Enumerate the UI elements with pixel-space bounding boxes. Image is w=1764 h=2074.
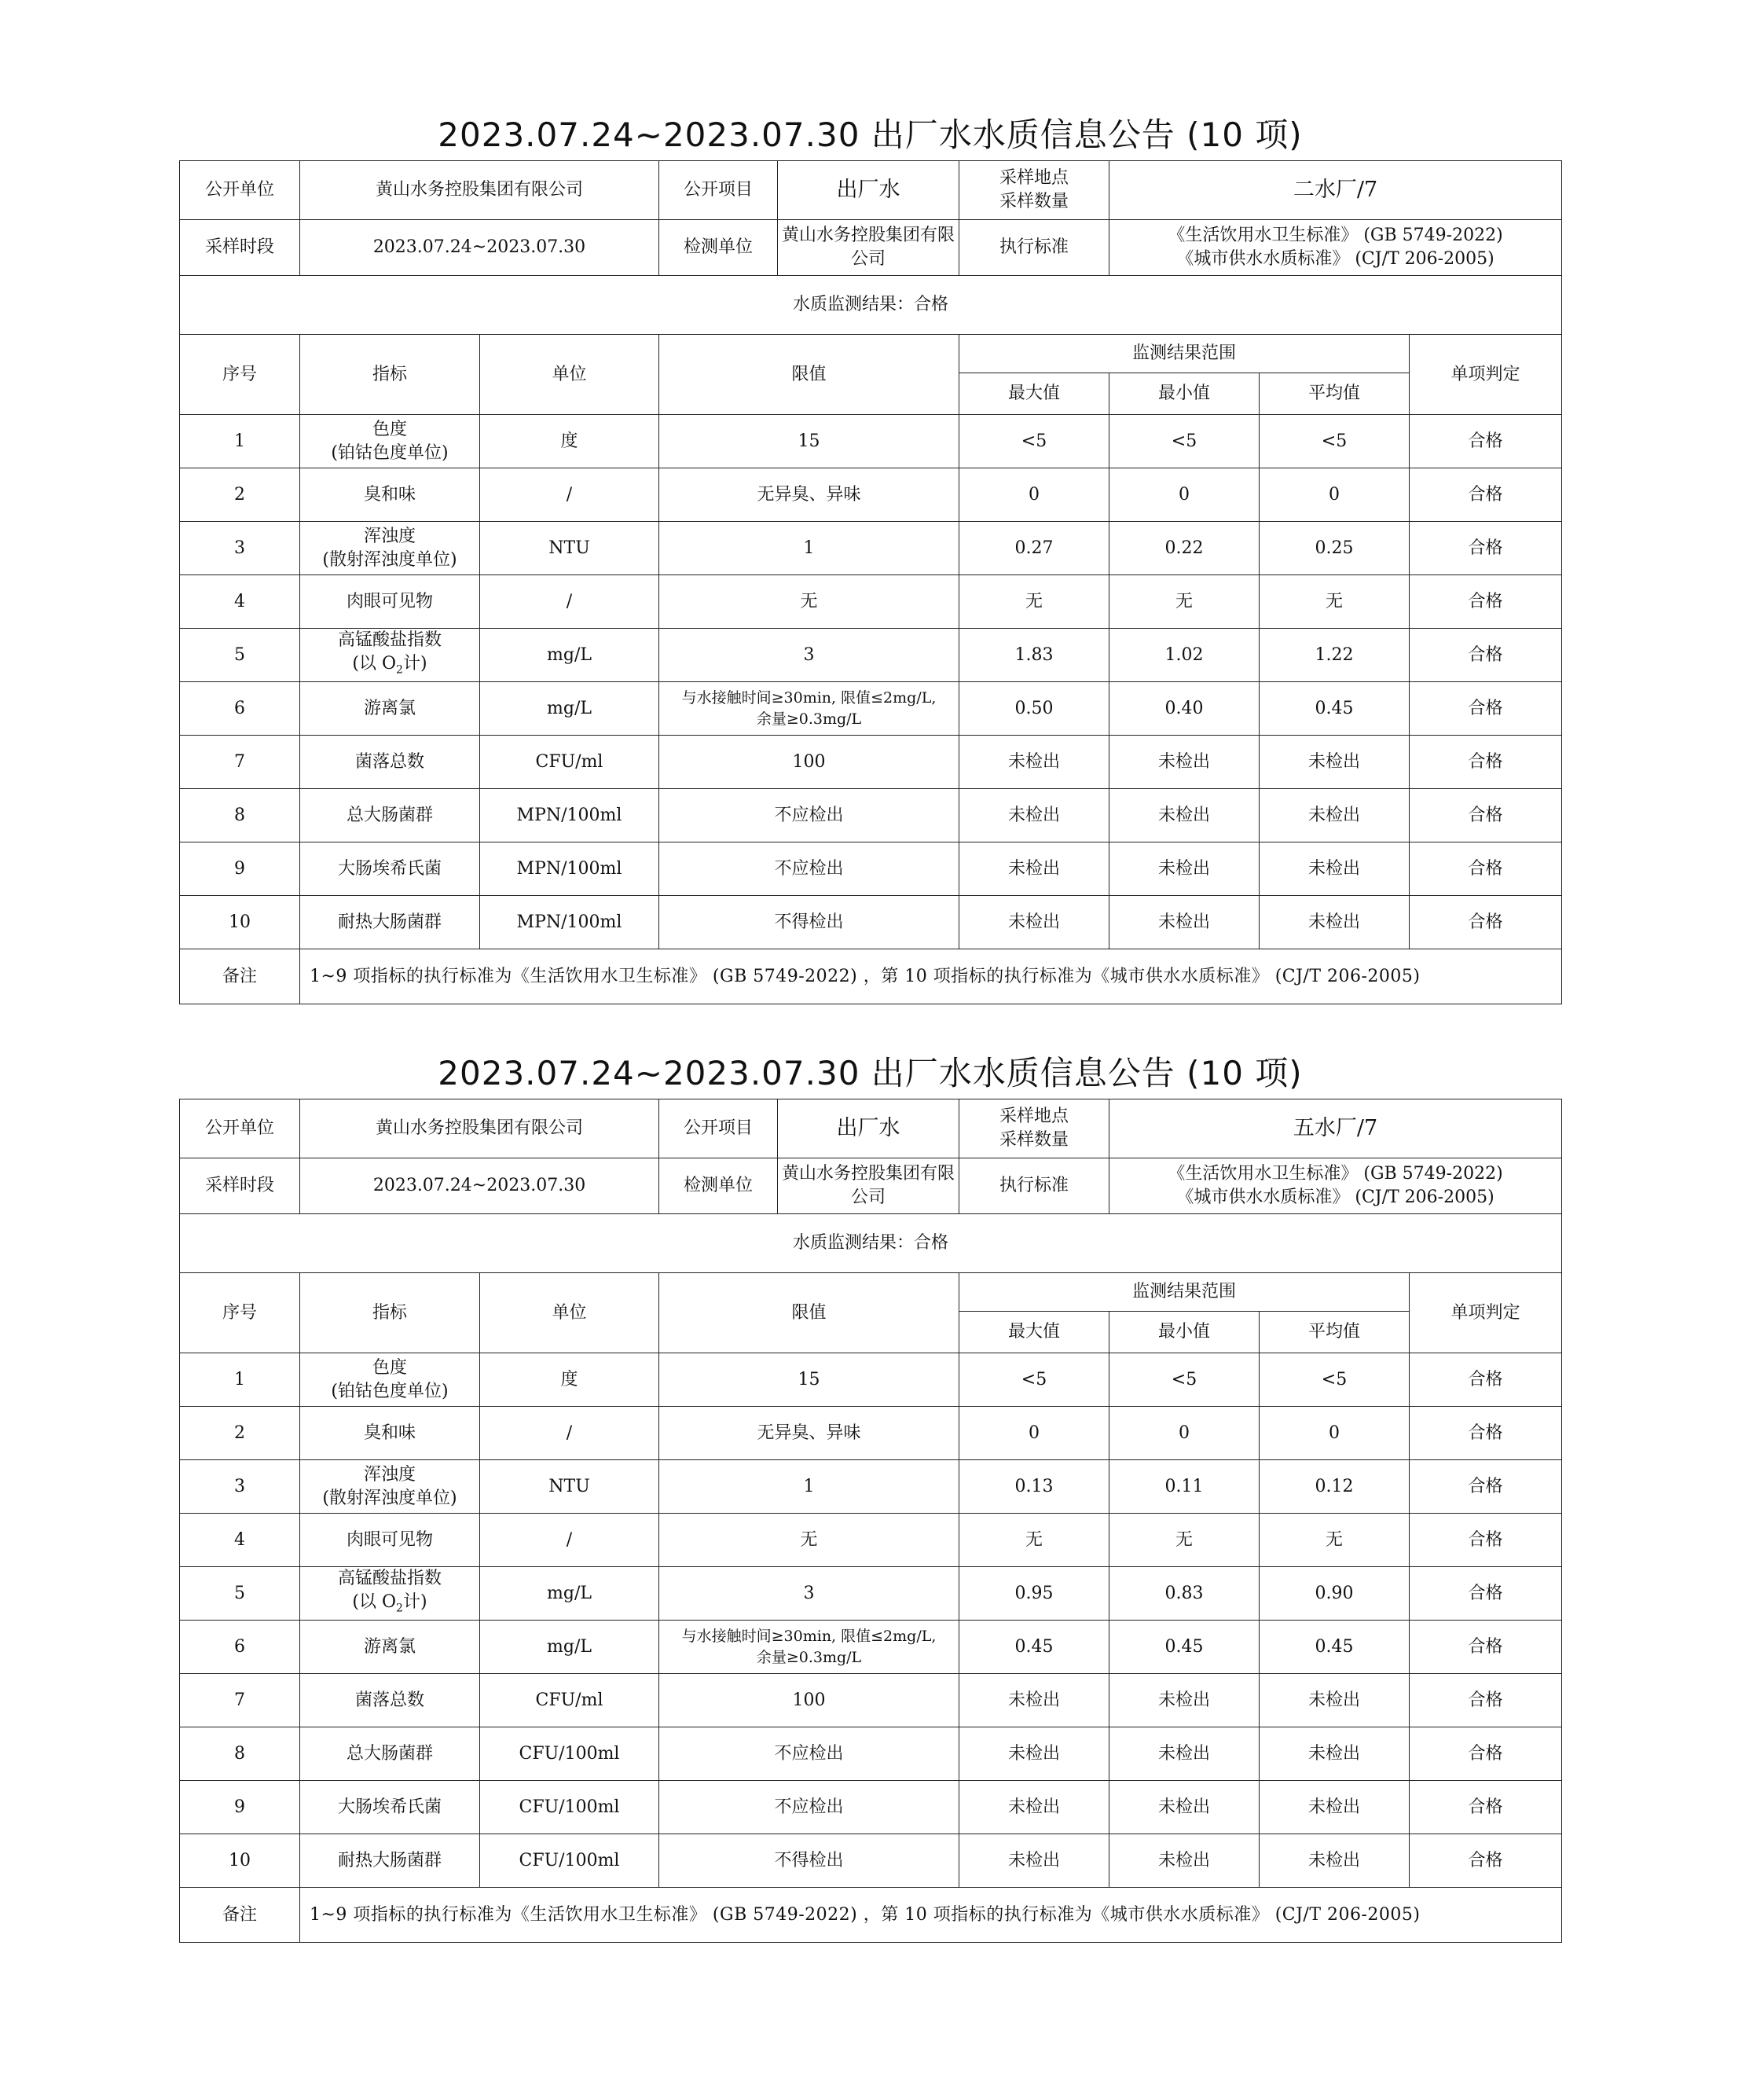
- row-unit: /: [480, 1407, 659, 1460]
- row-max: 无: [959, 1514, 1109, 1567]
- row-unit: CFU/100ml: [480, 1727, 659, 1781]
- row-limit: 不应检出: [659, 1727, 959, 1781]
- row-limit: 无异臭、异味: [659, 1407, 959, 1460]
- header-row-1: [180, 161, 1562, 220]
- row-max: 未检出: [959, 896, 1109, 949]
- header-row-1: [180, 1099, 1562, 1158]
- col-range: 监测结果范围: [959, 1273, 1410, 1312]
- row-indicator: 菌落总数: [300, 736, 480, 789]
- row-indicator: 肉眼可见物: [300, 575, 480, 629]
- row-limit: 与水接触时间≥30min, 限值≤2mg/L, 余量≥0.3mg/L: [659, 682, 959, 736]
- period-label: 采样时段: [180, 1158, 300, 1214]
- row-judge: 合格: [1410, 1353, 1562, 1407]
- lab-value: 黄山水务控股集团有限公司: [782, 1164, 955, 1207]
- row-avg: 未检出: [1260, 1727, 1410, 1781]
- table-row: [180, 789, 1562, 842]
- table-row: [180, 1407, 1562, 1460]
- row-no: 2: [180, 1407, 300, 1460]
- remark-label: 备注: [180, 1888, 300, 1943]
- row-max: 未检出: [959, 789, 1109, 842]
- row-avg: 无: [1260, 575, 1410, 629]
- lab-label: 检测单位: [659, 220, 778, 275]
- row-limit: 无: [659, 1514, 959, 1567]
- row-unit: NTU: [480, 1460, 659, 1514]
- row-indicator: 色度 (铂钴色度单位): [300, 415, 480, 468]
- row-unit: /: [480, 468, 659, 522]
- row-indicator: 大肠埃希氏菌: [300, 842, 480, 896]
- result-row: [180, 1214, 1562, 1273]
- header-cells: [659, 1099, 959, 1158]
- data-rows: [180, 415, 1562, 949]
- row-min: 0: [1109, 468, 1260, 522]
- row-limit: 与水接触时间≥30min, 限值≤2mg/L, 余量≥0.3mg/L: [659, 1621, 959, 1674]
- col-min: 最小值: [1109, 1312, 1260, 1353]
- row-limit: 100: [659, 736, 959, 789]
- col-no: 序号: [180, 1273, 300, 1353]
- header-cells: [659, 161, 959, 220]
- row-no: 4: [180, 1514, 300, 1567]
- row-avg: <5: [1260, 1353, 1410, 1407]
- row-max: 无: [959, 575, 1109, 629]
- table-row: [180, 1727, 1562, 1781]
- row-no: 2: [180, 468, 300, 522]
- table-row: [180, 1834, 1562, 1888]
- row-min: 无: [1109, 575, 1260, 629]
- row-no: 3: [180, 522, 300, 575]
- row-min: 0.11: [1109, 1460, 1260, 1514]
- row-judge: 合格: [1410, 468, 1562, 522]
- table-row: [180, 736, 1562, 789]
- row-limit: 1: [659, 1460, 959, 1514]
- row-unit: /: [480, 575, 659, 629]
- col-judge: 单项判定: [1410, 335, 1562, 415]
- remark-text: 1~9 项指标的执行标准为《生活饮用水卫生标准》 (GB 5749-2022) ，第 10 项指标的执行标准为《城市供水水质标准》 (CJ/T 206-2005): [300, 949, 1562, 1004]
- row-min: 0: [1109, 1407, 1260, 1460]
- column-header-row: [180, 335, 1562, 373]
- row-avg: <5: [1260, 415, 1410, 468]
- row-indicator: 游离氯: [300, 1621, 480, 1674]
- row-avg: 0: [1260, 468, 1410, 522]
- row-no: 3: [180, 1460, 300, 1514]
- table-row: [180, 1781, 1562, 1834]
- row-min: 未检出: [1109, 789, 1260, 842]
- table-row: [180, 1353, 1562, 1407]
- table-row: [180, 1621, 1562, 1674]
- row-judge: 合格: [1410, 415, 1562, 468]
- org-value: 黄山水务控股集团有限公司: [300, 161, 659, 220]
- row-unit: CFU/100ml: [480, 1834, 659, 1888]
- row-judge: 合格: [1410, 575, 1562, 629]
- row-limit: 15: [659, 1353, 959, 1407]
- row-min: 未检出: [1109, 1834, 1260, 1888]
- row-judge: 合格: [1410, 629, 1562, 682]
- col-judge: 单项判定: [1410, 1273, 1562, 1353]
- row-judge: 合格: [1410, 1674, 1562, 1727]
- row-unit: CFU/ml: [480, 736, 659, 789]
- row-min: 0.40: [1109, 682, 1260, 736]
- row-limit: 无: [659, 575, 959, 629]
- row-unit: mg/L: [480, 629, 659, 682]
- table-row: [180, 1567, 1562, 1621]
- lab-label: 检测单位: [659, 1158, 778, 1213]
- row-avg: 未检出: [1260, 736, 1410, 789]
- data-rows: [180, 1353, 1562, 1888]
- result-text: 水质监测结果：合格: [180, 1214, 1562, 1273]
- row-indicator: 臭和味: [300, 468, 480, 522]
- row-indicator: 色度 (铂钴色度单位): [300, 1353, 480, 1407]
- row-avg: 未检出: [1260, 789, 1410, 842]
- row-unit: 度: [480, 415, 659, 468]
- row-max: <5: [959, 1353, 1109, 1407]
- remark-label: 备注: [180, 949, 300, 1004]
- table-row: [180, 682, 1562, 736]
- row-max: 0.95: [959, 1567, 1109, 1621]
- row-judge: 合格: [1410, 1407, 1562, 1460]
- row-limit: 不应检出: [659, 842, 959, 896]
- std-label: 执行标准: [959, 1158, 1109, 1214]
- row-no: 9: [180, 1781, 300, 1834]
- std-value: 《生活饮用水卫生标准》 (GB 5749-2022) 《城市供水水质标准》 (CJ/T 206-2005): [1109, 1158, 1562, 1214]
- quality-table: [179, 160, 1562, 1004]
- row-no: 7: [180, 736, 300, 789]
- row-indicator: 大肠埃希氏菌: [300, 1781, 480, 1834]
- row-indicator: 菌落总数: [300, 1674, 480, 1727]
- row-no: 4: [180, 575, 300, 629]
- row-max: 未检出: [959, 842, 1109, 896]
- col-max: 最大值: [959, 1312, 1109, 1353]
- row-no: 6: [180, 682, 300, 736]
- row-judge: 合格: [1410, 522, 1562, 575]
- row-max: 未检出: [959, 1781, 1109, 1834]
- row-unit: mg/L: [480, 682, 659, 736]
- col-limit: 限值: [659, 1273, 959, 1353]
- row-indicator: 耐热大肠菌群: [300, 896, 480, 949]
- row-no: 5: [180, 1567, 300, 1621]
- result-row: [180, 276, 1562, 335]
- report-title: 2023.07.24~2023.07.30 出厂水水质信息公告 (10 项): [438, 1054, 1303, 1092]
- item-label: 公开项目: [659, 1099, 778, 1158]
- std-label: 执行标准: [959, 220, 1109, 276]
- row-min: 未检出: [1109, 736, 1260, 789]
- row-avg: 无: [1260, 1514, 1410, 1567]
- report-title: 2023.07.24~2023.07.30 出厂水水质信息公告 (10 项): [438, 116, 1303, 154]
- table-row: [180, 575, 1562, 629]
- row-no: 7: [180, 1674, 300, 1727]
- row-limit: 3: [659, 1567, 959, 1621]
- table-row: [180, 896, 1562, 949]
- row-avg: 未检出: [1260, 896, 1410, 949]
- row-avg: 0.12: [1260, 1460, 1410, 1514]
- col-max: 最大值: [959, 373, 1109, 415]
- item-label: 公开项目: [659, 161, 778, 219]
- row-avg: 0.25: [1260, 522, 1410, 575]
- table-row: [180, 1460, 1562, 1514]
- site-label: 采样地点 采样数量: [959, 1099, 1109, 1158]
- row-judge: 合格: [1410, 1460, 1562, 1514]
- row-min: 未检出: [1109, 1781, 1260, 1834]
- col-no: 序号: [180, 335, 300, 415]
- row-no: 5: [180, 629, 300, 682]
- row-limit: 15: [659, 415, 959, 468]
- row-indicator: 总大肠菌群: [300, 789, 480, 842]
- site-value: 二水厂/7: [1109, 161, 1562, 220]
- row-judge: 合格: [1410, 1727, 1562, 1781]
- period-label: 采样时段: [180, 220, 300, 276]
- row-no: 1: [180, 1353, 300, 1407]
- row-unit: CFU/100ml: [480, 1781, 659, 1834]
- row-no: 8: [180, 1727, 300, 1781]
- row-indicator: 浑浊度 (散射浑浊度单位): [300, 1460, 480, 1514]
- row-min: 未检出: [1109, 896, 1260, 949]
- row-avg: 未检出: [1260, 1674, 1410, 1727]
- period-value: 2023.07.24~2023.07.30: [300, 220, 659, 276]
- row-unit: mg/L: [480, 1567, 659, 1621]
- row-max: <5: [959, 415, 1109, 468]
- table-row: [180, 415, 1562, 468]
- row-avg: 0.90: [1260, 1567, 1410, 1621]
- row-avg: 未检出: [1260, 842, 1410, 896]
- row-avg: 0: [1260, 1407, 1410, 1460]
- row-judge: 合格: [1410, 1567, 1562, 1621]
- col-indicator: 指标: [300, 335, 480, 415]
- header-cells-2: [659, 220, 959, 276]
- row-unit: MPN/100ml: [480, 789, 659, 842]
- row-avg: 0.45: [1260, 682, 1410, 736]
- row-limit: 不得检出: [659, 1834, 959, 1888]
- row-no: 6: [180, 1621, 300, 1674]
- table-row: [180, 522, 1562, 575]
- header-row-2: [180, 220, 1562, 276]
- row-no: 10: [180, 1834, 300, 1888]
- org-value: 黄山水务控股集团有限公司: [300, 1099, 659, 1158]
- row-max: 未检出: [959, 1727, 1109, 1781]
- row-indicator: 游离氯: [300, 682, 480, 736]
- row-unit: /: [480, 1514, 659, 1567]
- row-judge: 合格: [1410, 1781, 1562, 1834]
- col-range: 监测结果范围: [959, 335, 1410, 373]
- item-value: 出厂水: [836, 1116, 900, 1140]
- table-row: [180, 1514, 1562, 1567]
- lab-value: 黄山水务控股集团有限公司: [781, 226, 955, 269]
- col-limit: 限值: [659, 335, 959, 415]
- row-no: 8: [180, 789, 300, 842]
- row-min: 1.02: [1109, 629, 1260, 682]
- row-avg: 未检出: [1260, 1834, 1410, 1888]
- row-judge: 合格: [1410, 1514, 1562, 1567]
- header-cells-2: [659, 1158, 959, 1214]
- row-no: 1: [180, 415, 300, 468]
- row-max: 0.27: [959, 522, 1109, 575]
- row-judge: 合格: [1410, 1834, 1562, 1888]
- site-value: 五水厂/7: [1109, 1099, 1562, 1158]
- item-value: 出厂水: [836, 178, 900, 202]
- row-no: 9: [180, 842, 300, 896]
- row-limit: 不应检出: [659, 1781, 959, 1834]
- row-judge: 合格: [1410, 896, 1562, 949]
- row-unit: MPN/100ml: [480, 896, 659, 949]
- remark-text: 1~9 项指标的执行标准为《生活饮用水卫生标准》 (GB 5749-2022) ，第 10 项指标的执行标准为《城市供水水质标准》 (CJ/T 206-2005): [300, 1888, 1562, 1943]
- period-value: 2023.07.24~2023.07.30: [300, 1158, 659, 1214]
- col-avg: 平均值: [1260, 373, 1410, 415]
- row-judge: 合格: [1410, 842, 1562, 896]
- row-max: 1.83: [959, 629, 1109, 682]
- row-max: 0.13: [959, 1460, 1109, 1514]
- row-avg: 0.45: [1260, 1621, 1410, 1674]
- row-unit: MPN/100ml: [480, 842, 659, 896]
- col-indicator: 指标: [300, 1273, 480, 1353]
- std-value: 《生活饮用水卫生标准》 (GB 5749-2022) 《城市供水水质标准》 (CJ/T 206-2005): [1109, 220, 1562, 276]
- row-indicator: 肉眼可见物: [300, 1514, 480, 1567]
- row-limit: 不应检出: [659, 789, 959, 842]
- header-row-2: [180, 1158, 1562, 1214]
- row-min: <5: [1109, 1353, 1260, 1407]
- row-indicator: 臭和味: [300, 1407, 480, 1460]
- row-limit: 100: [659, 1674, 959, 1727]
- row-judge: 合格: [1410, 736, 1562, 789]
- row-min: 无: [1109, 1514, 1260, 1567]
- row-indicator: 总大肠菌群: [300, 1727, 480, 1781]
- row-min: 0.22: [1109, 522, 1260, 575]
- row-min: <5: [1109, 415, 1260, 468]
- row-max: 未检出: [959, 1834, 1109, 1888]
- row-max: 未检出: [959, 1674, 1109, 1727]
- col-unit: 单位: [480, 1273, 659, 1353]
- row-indicator: 高锰酸盐指数 (以 $O_2$计): [300, 1567, 480, 1621]
- row-limit: 不得检出: [659, 896, 959, 949]
- row-no: 10: [180, 896, 300, 949]
- remark-row: [180, 1888, 1562, 1943]
- row-limit: 1: [659, 522, 959, 575]
- result-text: 水质监测结果：合格: [180, 276, 1562, 335]
- row-unit: mg/L: [480, 1621, 659, 1674]
- row-avg: 1.22: [1260, 629, 1410, 682]
- row-limit: 3: [659, 629, 959, 682]
- col-unit: 单位: [480, 335, 659, 415]
- row-judge: 合格: [1410, 682, 1562, 736]
- row-min: 0.45: [1109, 1621, 1260, 1674]
- row-indicator: 高锰酸盐指数 (以 $O_2$计): [300, 629, 480, 682]
- site-label: 采样地点 采样数量: [959, 161, 1109, 220]
- org-label: 公开单位: [180, 1099, 300, 1158]
- table-row: [180, 468, 1562, 522]
- table-row: [180, 1674, 1562, 1727]
- row-max: 0: [959, 1407, 1109, 1460]
- row-unit: CFU/ml: [480, 1674, 659, 1727]
- org-label: 公开单位: [180, 161, 300, 220]
- row-max: 0.45: [959, 1621, 1109, 1674]
- row-min: 0.83: [1109, 1567, 1260, 1621]
- row-min: 未检出: [1109, 1674, 1260, 1727]
- remark-row: [180, 949, 1562, 1004]
- row-max: 未检出: [959, 736, 1109, 789]
- col-avg: 平均值: [1260, 1312, 1410, 1353]
- row-min: 未检出: [1109, 1727, 1260, 1781]
- row-judge: 合格: [1410, 1621, 1562, 1674]
- table-row: [180, 842, 1562, 896]
- row-unit: NTU: [480, 522, 659, 575]
- col-min: 最小值: [1109, 373, 1260, 415]
- row-unit: 度: [480, 1353, 659, 1407]
- row-indicator: 浑浊度 (散射浑浊度单位): [300, 522, 480, 575]
- row-indicator: 耐热大肠菌群: [300, 1834, 480, 1888]
- row-max: 0: [959, 468, 1109, 522]
- row-min: 未检出: [1109, 842, 1260, 896]
- row-judge: 合格: [1410, 789, 1562, 842]
- quality-table: [179, 1099, 1562, 1943]
- row-max: 0.50: [959, 682, 1109, 736]
- row-limit: 无异臭、异味: [659, 468, 959, 522]
- table-row: [180, 629, 1562, 682]
- column-header-row: [180, 1273, 1562, 1312]
- row-avg: 未检出: [1260, 1781, 1410, 1834]
